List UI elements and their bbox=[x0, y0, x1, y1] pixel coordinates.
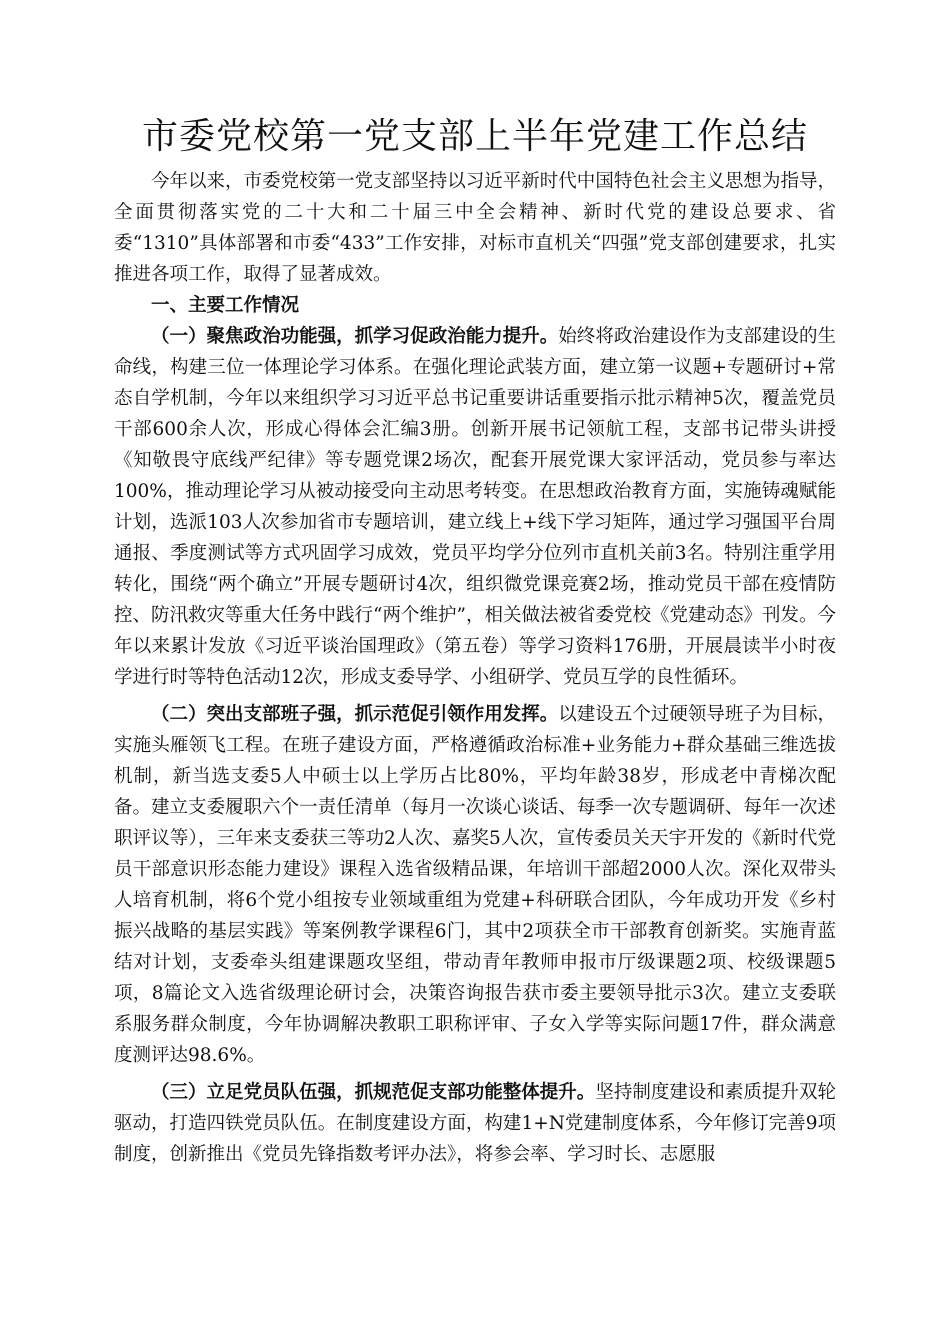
paragraph-3-lead: （三）立足党员队伍强，抓规范促支部功能整体提升。 bbox=[151, 1082, 596, 1103]
paragraph-3-body: 坚持制度建设和素质提升双轮驱动，打造四铁党员队伍。在制度建设方面，构建1+N党建制度体系，今年修订完善9项制度，创新推出《党员先锋指数考评办法》，将参会率、学习时长、志愿服 bbox=[114, 1082, 836, 1165]
intro-paragraph: 今年以来，市委党校第一党支部坚持以习近平新时代中国特色社会主义思想为指导，全面贯彻落实党的二十大和二十届三中全会精神、新时代党的建设总要求、省委“1310”具体部署和市委“433”工作安排，对标市直机关“四强”党支部创建要求，扎实推进各项工作，取得了显著成效。 bbox=[114, 171, 836, 285]
body-paragraph-2 bbox=[114, 699, 836, 1071]
document-page bbox=[114, 112, 836, 1170]
body-paragraph-3 bbox=[114, 1077, 836, 1170]
document-title: 市委党校第一党支部上半年党建工作总结 bbox=[141, 116, 808, 157]
section-heading: 一、主要工作情况 bbox=[151, 295, 300, 316]
paragraph-1-body: 始终将政治建设作为支部建设的生命线，构建三位一体理论学习体系。在强化理论武装方面，建立第一议题+专题研讨+常态自学机制，今年以来组织学习习近平总书记重要讲话重要指示批示精神5次，覆盖党员干部600余人次，形成心得体会汇编3册。创新开展书记领航工程，支部书记带头讲授《知敬畏守底线严纪律》等专题党课2场次，配套开展党课大家评活动，党员参与率达100%，推动理论学习从被动接受向主动思考转变。在思想政治教育方面，实施铸魂赋能计划，选派103人次参加省市专题培训，建立线上+线下学习矩阵，通过学习强国平台周通报、季度测试等方式巩固学习成效，党员平均学分位列市直机关前3名。特别注重学用转化，围绕“两个确立”开展专题研讨4次，组织微党课竞赛2场，推动党员干部在疫情防控、防汛救灾等重大任务中践行“两个维护”，相关做法被省委党校《党建动态》刊发。今年以来累计发放《习近平谈治国理政》（第五卷）等学习资料176册，开展晨读半小时夜学进行时等特色活动12次，形成支委导学、小组研学、党员互学的良性循环。 bbox=[114, 326, 836, 688]
body-paragraph-1 bbox=[114, 321, 836, 693]
paragraph-2-lead: （二）突出支部班子强，抓示范促引领作用发挥。 bbox=[151, 704, 559, 725]
paragraph-1-lead: （一）聚焦政治功能强，抓学习促政治能力提升。 bbox=[151, 326, 559, 347]
paragraph-2-body: 以建设五个过硬领导班子为目标，实施头雁领飞工程。在班子建设方面，严格遵循政治标准+业务能力+群众基础三维选拔机制，新当选支委5人中硕士以上学历占比80%，平均年龄38岁，形成老中青梯次配备。建立支委履职六个一责任清单（每月一次谈心谈话、每季一次专题调研、每年一次述职评议等），三年来支委获三等功2人次、嘉奖5人次，宣传委员关天宇开发的《新时代党员干部意识形态能力建设》课程入选省级精品课，年培训干部超2000人次。深化双带头人培育机制，将6个党小组按专业领域重组为党建+科研联合团队，今年成功开发《乡村振兴战略的基层实践》等案例教学课程6门，其中2项获全市干部教育创新奖。实施青蓝结对计划，支委牵头组建课题攻坚组，带动青年教师申报市厅级课题2项、校级课题5项，8篇论文入选省级理论研讨会，决策咨询报告获市委主要领导批示3次。建立支委联系服务群众制度，今年协调解决教职工职称评审、子女入学等实际问题17件，群众满意度测评达98.6%。 bbox=[114, 704, 836, 1066]
